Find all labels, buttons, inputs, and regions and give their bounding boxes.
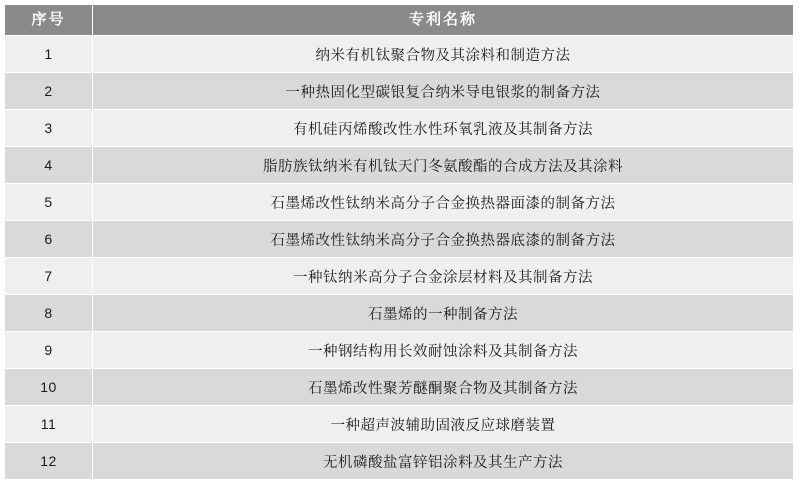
- table-row: [5, 258, 794, 295]
- cell-patent-name: 有机硅丙烯酸改性水性环氧乳液及其制备方法: [93, 110, 794, 147]
- table-row: [5, 406, 794, 443]
- cell-patent-name: 脂肪族钛纳米有机钛天门冬氨酸酯的合成方法及其涂料: [93, 147, 794, 184]
- cell-patent-name: 一种超声波辅助固液反应球磨装置: [93, 406, 794, 443]
- column-header-index: 序号: [5, 5, 93, 36]
- table-row: [5, 221, 794, 258]
- cell-index: 8: [5, 295, 93, 332]
- cell-index: 3: [5, 110, 93, 147]
- cell-index: 9: [5, 332, 93, 369]
- cell-patent-name: 一种钛纳米高分子合金涂层材料及其制备方法: [93, 258, 794, 295]
- cell-patent-name: 纳米有机钛聚合物及其涂料和制造方法: [93, 36, 794, 73]
- cell-index: 4: [5, 147, 93, 184]
- cell-patent-name: 一种热固化型碳银复合纳米导电银浆的制备方法: [93, 73, 794, 110]
- cell-patent-name: 石墨烯改性钛纳米高分子合金换热器面漆的制备方法: [93, 184, 794, 221]
- cell-patent-name: 一种钢结构用长效耐蚀涂料及其制备方法: [93, 332, 794, 369]
- table-row: [5, 332, 794, 369]
- cell-index: 7: [5, 258, 93, 295]
- cell-patent-name: 石墨烯改性钛纳米高分子合金换热器底漆的制备方法: [93, 221, 794, 258]
- cell-patent-name: 无机磷酸盐富锌铝涂料及其生产方法: [93, 443, 794, 480]
- table-row: [5, 443, 794, 480]
- table-row: [5, 36, 794, 73]
- column-header-name: 专利名称: [93, 5, 794, 36]
- cell-index: 5: [5, 184, 93, 221]
- table-row: [5, 147, 794, 184]
- table-header: [5, 5, 794, 36]
- cell-index: 11: [5, 406, 93, 443]
- cell-index: 10: [5, 369, 93, 406]
- cell-index: 12: [5, 443, 93, 480]
- cell-index: 1: [5, 36, 93, 73]
- patent-table: [4, 4, 794, 480]
- cell-index: 6: [5, 221, 93, 258]
- cell-patent-name: 石墨烯改性聚芳醚酮聚合物及其制备方法: [93, 369, 794, 406]
- table-body: [5, 36, 794, 480]
- table-row: [5, 295, 794, 332]
- table-header-row: [5, 5, 794, 36]
- table-row: [5, 73, 794, 110]
- table-row: [5, 369, 794, 406]
- table-row: [5, 184, 794, 221]
- cell-index: 2: [5, 73, 93, 110]
- cell-patent-name: 石墨烯的一种制备方法: [93, 295, 794, 332]
- table-row: [5, 110, 794, 147]
